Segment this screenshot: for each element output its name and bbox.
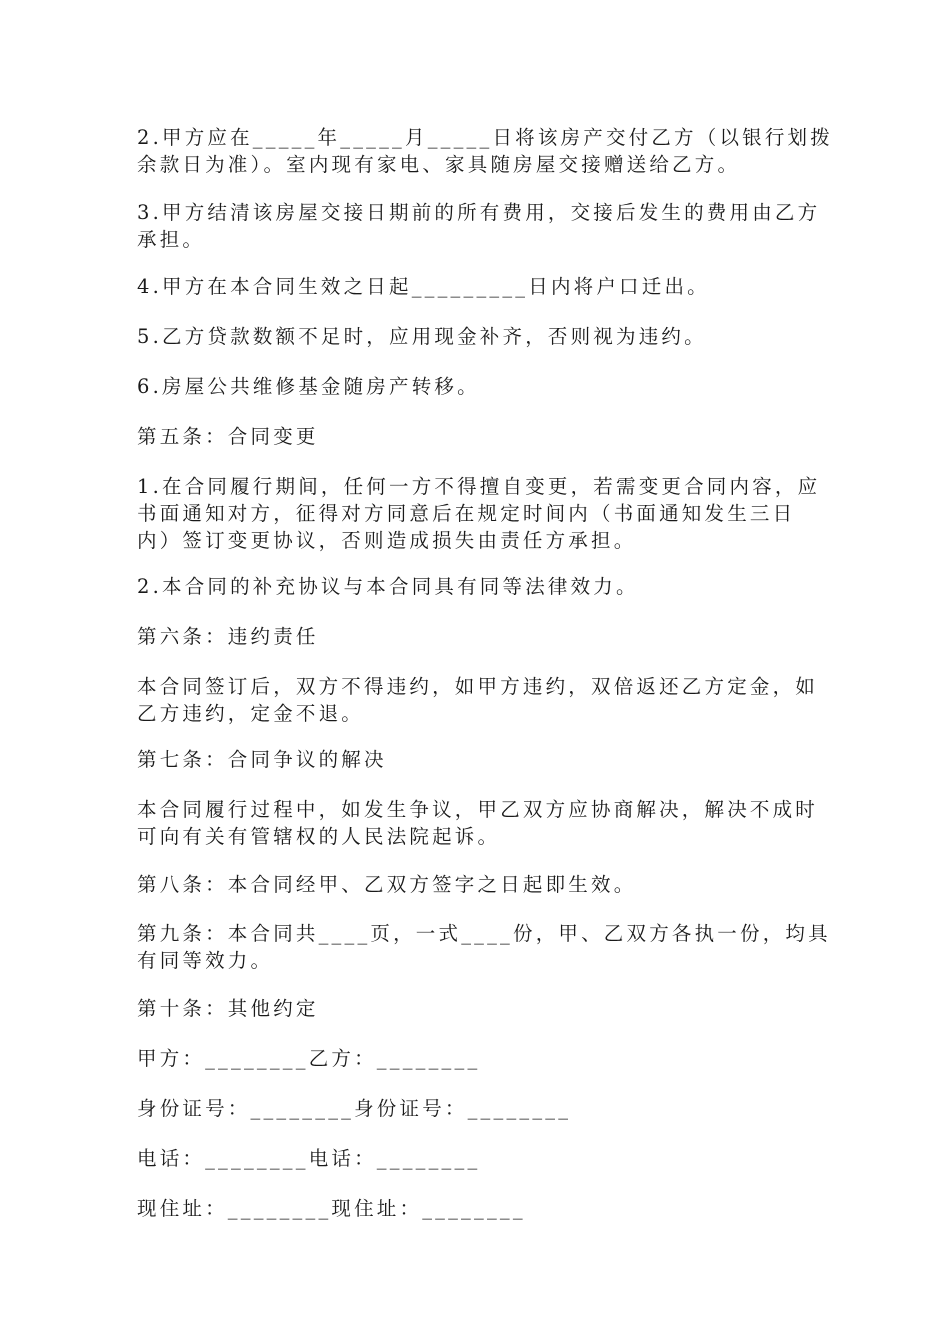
- text-line: 乙方违约，定金不退。: [137, 702, 365, 725]
- heading-text: 第五条：合同变更: [137, 425, 319, 448]
- section-heading-5: [137, 423, 815, 450]
- heading-text: 第七条：合同争议的解决: [137, 748, 387, 771]
- clause-5-item-1: [137, 473, 821, 554]
- text-line: 2.本合同的补充协议与本合同具有同等法律效力。: [137, 575, 639, 598]
- section-heading-6: [137, 623, 815, 650]
- text-line: 可向有关有管辖权的人民法院起诉。: [137, 825, 501, 848]
- signature-party-line: [137, 1045, 815, 1072]
- signature-address-line: [137, 1195, 815, 1222]
- clause-4-item-2: [137, 124, 833, 178]
- clause-7-text: [137, 796, 819, 850]
- text-line: 第九条：本合同共____页，一式____份，甲、乙双方各执一份，均具: [137, 922, 831, 945]
- text-line: 6.房屋公共维修基金随房产转移。: [137, 375, 480, 398]
- text-line: 有同等效力。: [137, 949, 274, 972]
- clause-4-item-5: [137, 323, 815, 350]
- heading-text: 第六条：违约责任: [137, 625, 319, 648]
- heading-text: 第十条：其他约定: [137, 997, 319, 1020]
- text-line: 电话：________电话：________: [137, 1147, 481, 1170]
- text-line: 1.在合同履行期间，任何一方不得擅自变更，若需变更合同内容，应: [137, 475, 821, 498]
- text-line: 3.甲方结清该房屋交接日期前的所有费用，交接后发生的费用由乙方: [137, 201, 821, 224]
- text-line: 4.甲方在本合同生效之日起_________日内将户口迁出。: [137, 275, 710, 298]
- section-heading-10: [137, 995, 815, 1022]
- text-line: 余款日为准）。室内现有家电、家具随房屋交接赠送给乙方。: [137, 153, 741, 176]
- clause-4-item-3: [137, 199, 821, 253]
- text-line: 甲方：________乙方：________: [137, 1047, 481, 1070]
- signature-phone-line: [137, 1145, 815, 1172]
- text-line: 5.乙方贷款数额不足时，应用现金补齐，否则视为违约。: [137, 325, 707, 348]
- section-heading-7: [137, 746, 815, 773]
- section-heading-9: [137, 920, 831, 974]
- text-line: 2.甲方应在_____年_____月_____日将该房产交付乙方（以银行划拨: [137, 126, 833, 149]
- text-line: 本合同签订后，双方不得违约，如甲方违约，双倍返还乙方定金，如: [137, 675, 819, 698]
- heading-text: 第八条：本合同经甲、乙双方签字之日起即生效。: [137, 873, 637, 896]
- text-line: 现住址：________现住址：________: [137, 1197, 526, 1220]
- clause-5-item-2: [137, 573, 815, 600]
- text-line: 承担。: [137, 228, 206, 251]
- section-heading-8: [137, 871, 815, 898]
- text-line: 内）签订变更协议，否则造成损失由责任方承担。: [137, 529, 637, 552]
- signature-id-line: [137, 1095, 815, 1122]
- text-line: 书面通知对方，征得对方同意后在规定时间内（书面通知发生三日: [137, 502, 796, 525]
- clause-4-item-6: [137, 373, 815, 400]
- text-line: 本合同履行过程中，如发生争议，甲乙双方应协商解决，解决不成时: [137, 798, 819, 821]
- clause-6-text: [137, 673, 819, 727]
- clause-4-item-4: [137, 273, 815, 300]
- text-line: 身份证号：________身份证号：________: [137, 1097, 572, 1120]
